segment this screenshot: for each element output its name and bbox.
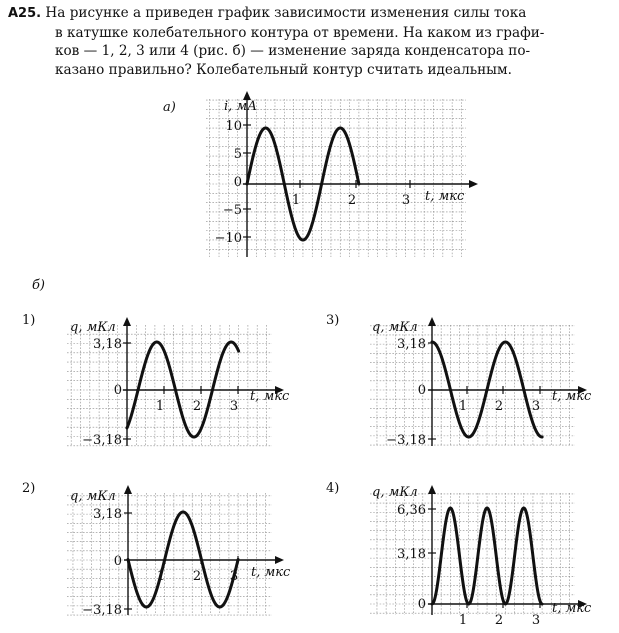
problem-line-3: ков — 1, 2, 3 или 4 (рис. б) — изменение заряда конденсатора по- [55, 43, 531, 59]
chart-2-x-arrow [275, 556, 284, 564]
chart-4-x-tick-label: 1 [458, 613, 468, 628]
chart-a-x-tick-label: 1 [291, 193, 301, 208]
chart-a-y-tick-label: 10 [225, 119, 242, 134]
chart-a-x-label: t, мкс [425, 189, 465, 204]
chart-4-x-tick-label: 2 [494, 613, 504, 628]
chart-a [206, 91, 478, 257]
chart-a-y-label: i, мА [224, 99, 258, 114]
chart-a-grid [206, 99, 466, 257]
chart-3-x-tick-label: 3 [531, 399, 541, 414]
problem-line-2: в катушке колебательного контура от времени. На каком из графи- [55, 24, 545, 41]
chart-3-x-label: t, мкс [552, 389, 592, 404]
chart-1 [22, 313, 290, 448]
chart-3-y-tick-label: 0 [417, 383, 426, 398]
chart-1-y-tick-label: 3,18 [93, 337, 122, 352]
chart-3-x-tick-label: 2 [494, 399, 504, 414]
chart-a-x-arrow [469, 180, 478, 188]
chart-2-y-label: q, мКл [70, 489, 116, 504]
chart-3 [326, 313, 592, 448]
chart-a-x-tick-label: 3 [401, 193, 411, 208]
chart-3-panel-label: 3) [326, 313, 340, 328]
chart-1-panel-label: 1) [22, 313, 36, 328]
chart-4-y-tick-label: 0 [417, 597, 426, 612]
problem-line-1: А25. На рисунке а приведен график зависимости изменения силы тока [8, 5, 527, 21]
problem-number: А25. [8, 6, 42, 21]
chart-4-y-tick-label: 3,18 [397, 547, 426, 562]
chart-1-y-arrow [123, 317, 131, 326]
chart-2-x-label: t, мкс [251, 565, 291, 580]
chart-1-y-label: q, мКл [70, 320, 116, 335]
panel-label-a: а) [163, 100, 176, 115]
chart-3-y-tick-label: 3,18 [397, 337, 426, 352]
chart-2-x-tick-label: 3 [229, 569, 239, 584]
chart-a-y-tick-label: 0 [233, 175, 242, 190]
chart-1-x-label: t, мкс [250, 389, 290, 404]
chart-a-x-tick-label: 2 [347, 193, 357, 208]
chart-1-y-tick-label: −3,18 [82, 433, 122, 448]
chart-a-y-tick-label: −10 [214, 231, 242, 246]
chart-2-y-tick-label: −3,18 [82, 603, 122, 618]
chart-2 [22, 481, 291, 618]
chart-1-x-tick-label: 3 [229, 399, 239, 414]
chart-1-x-tick-label: 1 [155, 399, 165, 414]
chart-3-y-arrow [428, 317, 436, 326]
chart-3-x-tick-label: 1 [458, 399, 468, 414]
panel-label-b: б) [32, 278, 46, 293]
chart-4-y-arrow [428, 485, 436, 494]
chart-2-y-tick-label: 3,18 [93, 507, 122, 522]
chart-a-y-tick-label: 5 [233, 147, 242, 162]
chart-4-panel-label: 4) [326, 481, 340, 496]
chart-2-x-tick-label: 2 [192, 569, 202, 584]
chart-4-x-tick-label: 3 [531, 613, 541, 628]
chart-4-x-label: t, мкс [552, 601, 592, 616]
chart-4 [326, 481, 592, 628]
chart-4-y-tick-label: 6,36 [397, 503, 426, 518]
chart-3-y-tick-label: −3,18 [386, 433, 426, 448]
chart-3-y-label: q, мКл [372, 320, 418, 335]
chart-2-y-arrow [124, 485, 132, 494]
problem-line-4: казано правильно? Колебательный контур считать идеальным. [55, 61, 512, 78]
chart-2-panel-label: 2) [22, 481, 36, 496]
chart-1-y-tick-label: 0 [113, 383, 122, 398]
chart-2-x-tick-label: 1 [156, 569, 166, 584]
chart-1-x-tick-label: 2 [192, 399, 202, 414]
chart-a-y-tick-label: −5 [222, 203, 242, 218]
chart-4-y-label: q, мКл [372, 485, 418, 500]
chart-2-y-tick-label: 0 [113, 554, 122, 569]
